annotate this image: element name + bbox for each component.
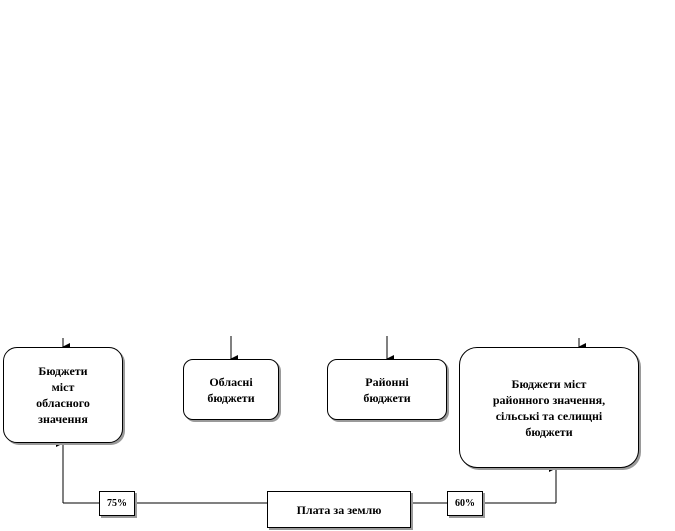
share-right-label: 60% — [455, 498, 475, 509]
box-oblast-label: Обласні бюджети — [207, 374, 255, 405]
source-label: Плата за землю — [296, 502, 382, 517]
share-tag-left — [99, 491, 135, 516]
share-left-label: 75% — [107, 498, 127, 509]
box-city-district-budgets — [459, 347, 639, 468]
box-city-oblast-label: Бюджети міст обласного значення — [36, 364, 90, 426]
box-city-oblast-budgets — [3, 347, 123, 443]
share-tag-right — [447, 491, 483, 516]
box-city-district-label: Бюджети міст районного значення, сільські та селищні бюджети — [492, 376, 606, 439]
box-district-label: Районні бюджети — [363, 374, 411, 405]
box-oblast-budgets — [183, 359, 279, 420]
box-district-budgets — [327, 359, 447, 420]
source-box-land-fee — [267, 491, 411, 528]
